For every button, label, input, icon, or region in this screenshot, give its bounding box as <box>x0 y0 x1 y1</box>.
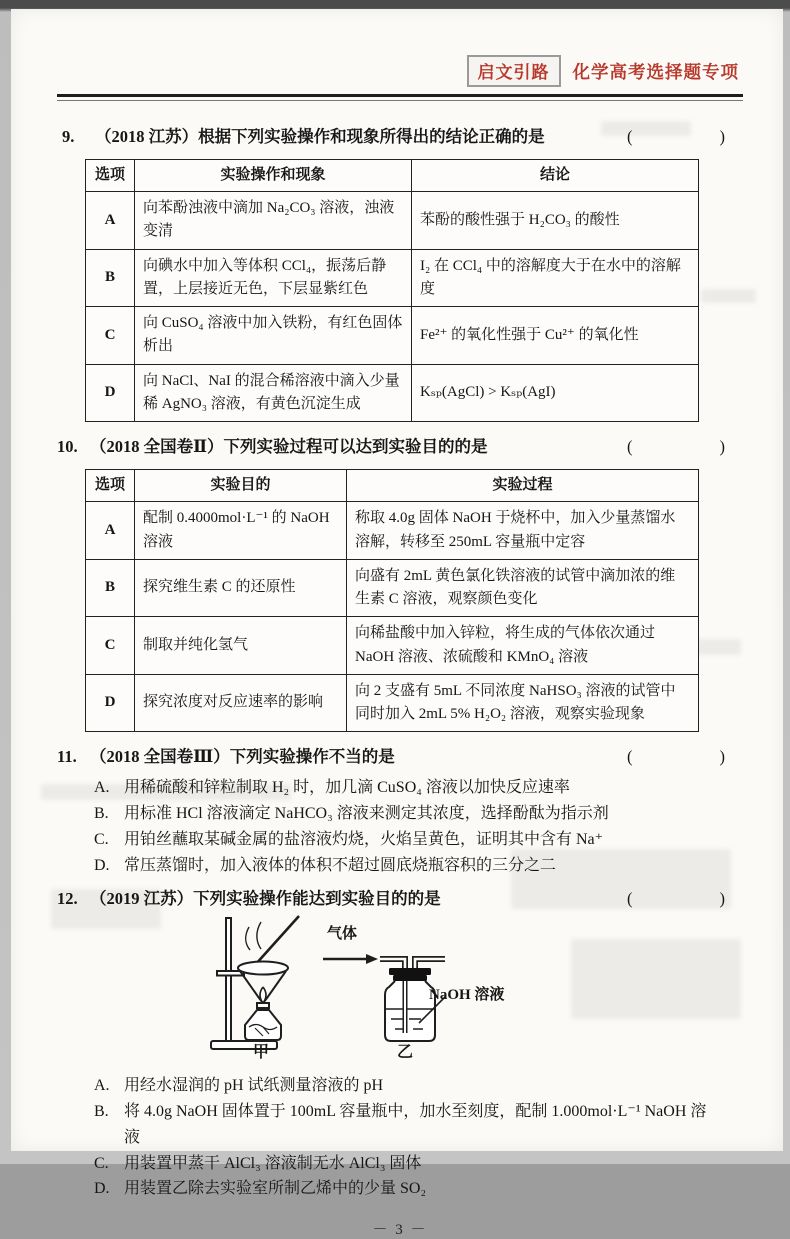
option-text: 用标准 HCl 溶液滴定 NaHCO₃ 溶液来测定其浓度，选择酚酞为指示剂 <box>124 805 609 823</box>
option-text: 常压蒸馏时，加入液体的体积不超过圆底烧瓶容积的三分之二 <box>124 856 557 874</box>
purpose-cell: 制取并纯化氢气 <box>135 617 347 675</box>
question-stem: （2018 全国卷Ⅲ）下列实验操作不当的是 <box>90 747 395 767</box>
page-number: － 3 － <box>372 1222 428 1239</box>
table-row <box>86 192 699 250</box>
option-text: 用铂丝蘸取某碱金属的盐溶液灼烧，火焰呈黄色，证明其中含有 Na⁺ <box>124 831 604 849</box>
left-apparatus-caption: 甲 <box>253 1043 270 1061</box>
question-number: 12. <box>57 888 78 908</box>
option-letter: B <box>86 249 135 307</box>
option-text: 用装置乙除去实验室所制乙烯中的少量 SO₂ <box>124 1180 427 1198</box>
conclusion-cell: 苯酚的酸性强于 H₂CO₃ 的酸性 <box>412 192 699 250</box>
q9-table-header-row <box>86 159 699 191</box>
process-cell: 称取 4.0g 固体 NaOH 于烧杯中，加入少量蒸馏水溶解，转移至 250mL 容量瓶中定容 <box>347 502 699 560</box>
table-row <box>86 559 699 617</box>
question-stem: （2018 全国卷Ⅱ）下列实验过程可以达到实验目的的是 <box>90 437 488 457</box>
option-label: C. <box>94 1154 109 1172</box>
brand-badge: 启文引路 <box>467 55 561 87</box>
process-cell: 向盛有 2mL 黄色氯化铁溶液的试管中滴加浓的维生素 C 溶液，观察颜色变化 <box>347 559 699 617</box>
option-label: B. <box>94 1102 109 1120</box>
conclusion-cell: I₂ 在 CCl₄ 中的溶解度大于在水中的溶解度 <box>412 249 699 307</box>
answer-bracket: ( ) <box>627 127 743 146</box>
operation-cell: 向苯酚浊液中滴加 Na₂CO₃ 溶液，浊液变清 <box>135 192 412 250</box>
option-c <box>94 827 743 853</box>
option-label: A. <box>94 1076 110 1094</box>
option-letter: C <box>86 617 135 675</box>
process-cell: 向稀盐酸中加入锌粒，将生成的气体依次通过 NaOH 溶液、浓硫酸和 KMnO₄ 溶液 <box>347 617 699 675</box>
header-rule <box>57 94 743 101</box>
header-subtitle: 化学高考选择题专项 <box>572 61 739 82</box>
option-text: 用经水湿润的 pH 试纸测量溶液的 pH <box>124 1076 384 1094</box>
book-page <box>11 9 783 1239</box>
option-label: A. <box>94 779 110 797</box>
q9-col-operation: 实验操作和现象 <box>135 159 412 191</box>
q10-col-purpose: 实验目的 <box>135 470 347 502</box>
gas-flow-label: 气体 <box>327 925 358 942</box>
operation-cell: 向碘水中加入等体积 CCl₄，振荡后静置，上层接近无色，下层显紫红色 <box>135 249 412 307</box>
question-9 <box>57 125 743 422</box>
evaporation-apparatus-figure <box>205 915 315 1051</box>
table-row <box>86 249 699 307</box>
table-row <box>86 674 699 732</box>
answer-bracket: ( ) <box>627 437 743 457</box>
process-cell: 向 2 支盛有 5mL 不同浓度 NaHSO₃ 溶液的试管中同时加入 2mL 5% H₂O₂ 溶液，观察实验现象 <box>347 674 699 732</box>
q10-col-process: 实验过程 <box>347 470 699 502</box>
purpose-cell: 探究维生素 C 的还原性 <box>135 559 347 617</box>
q10-table <box>85 469 699 732</box>
page-header <box>57 55 743 87</box>
question-12 <box>57 887 743 1202</box>
option-letter: A <box>86 502 135 560</box>
question-10 <box>57 435 743 732</box>
answer-bracket: ( ) <box>627 747 743 767</box>
purpose-cell: 配制 0.4000mol·L⁻¹ 的 NaOH 溶液 <box>135 502 347 560</box>
option-letter: A <box>86 192 135 250</box>
table-row <box>86 617 699 675</box>
option-b <box>94 1099 743 1151</box>
option-c <box>94 1151 743 1177</box>
option-text: 用装置甲蒸干 AlCl₃ 溶液制无水 AlCl₃ 固体 <box>124 1154 422 1172</box>
question-number: 11. <box>57 747 77 767</box>
option-text: 用稀硫酸和锌粒制取 H₂ 时，加几滴 CuSO₄ 溶液以加快反应速率 <box>124 779 570 797</box>
right-apparatus-caption: 乙 <box>397 1043 414 1061</box>
q9-table <box>85 159 699 422</box>
option-label: D. <box>94 856 110 874</box>
option-label: D. <box>94 1180 110 1198</box>
option-letter: D <box>86 364 135 422</box>
question-number: 9. <box>62 127 75 146</box>
q9-col-conclusion: 结论 <box>412 159 699 191</box>
option-letter: C <box>86 307 135 365</box>
conclusion-cell: Fe²⁺ 的氧化性强于 Cu²⁺ 的氧化性 <box>412 307 699 365</box>
question-stem: （2018 江苏）根据下列实验操作和现象所得出的结论正确的是 <box>95 127 545 146</box>
q9-col-option: 选项 <box>86 159 135 191</box>
option-a <box>94 775 743 801</box>
option-label: C. <box>94 831 109 849</box>
answer-bracket: ( ) <box>627 888 743 908</box>
table-row <box>86 364 699 422</box>
option-d <box>94 853 743 879</box>
purpose-cell: 探究浓度对反应速率的影响 <box>135 674 347 732</box>
question-11 <box>57 745 743 879</box>
operation-cell: 向 CuSO₄ 溶液中加入铁粉，有红色固体析出 <box>135 307 412 365</box>
option-letter: B <box>86 559 135 617</box>
option-d <box>94 1176 743 1202</box>
apparatus-diagram <box>57 915 743 1067</box>
question-number: 10. <box>57 437 78 457</box>
option-b <box>94 801 743 827</box>
q10-table-header-row <box>86 470 699 502</box>
table-row <box>86 307 699 365</box>
q10-col-option: 选项 <box>86 470 135 502</box>
option-label: B. <box>94 805 109 823</box>
option-letter: D <box>86 674 135 732</box>
table-row <box>86 502 699 560</box>
solution-label: NaOH 溶液 <box>429 986 505 1003</box>
question-stem: （2019 江苏）下列实验操作能达到实验目的的是 <box>90 888 441 908</box>
option-a <box>94 1073 743 1099</box>
conclusion-cell: Kₛₚ(AgCl) > Kₛₚ(AgI) <box>412 364 699 422</box>
operation-cell: 向 NaCl、NaI 的混合稀溶液中滴入少量稀 AgNO₃ 溶液，有黄色沉淀生成 <box>135 364 412 422</box>
option-text: 将 4.0g NaOH 固体置于 100mL 容量瓶中，加水至刻度，配制 1.000mol·L⁻¹ NaOH 溶液 <box>124 1102 707 1146</box>
